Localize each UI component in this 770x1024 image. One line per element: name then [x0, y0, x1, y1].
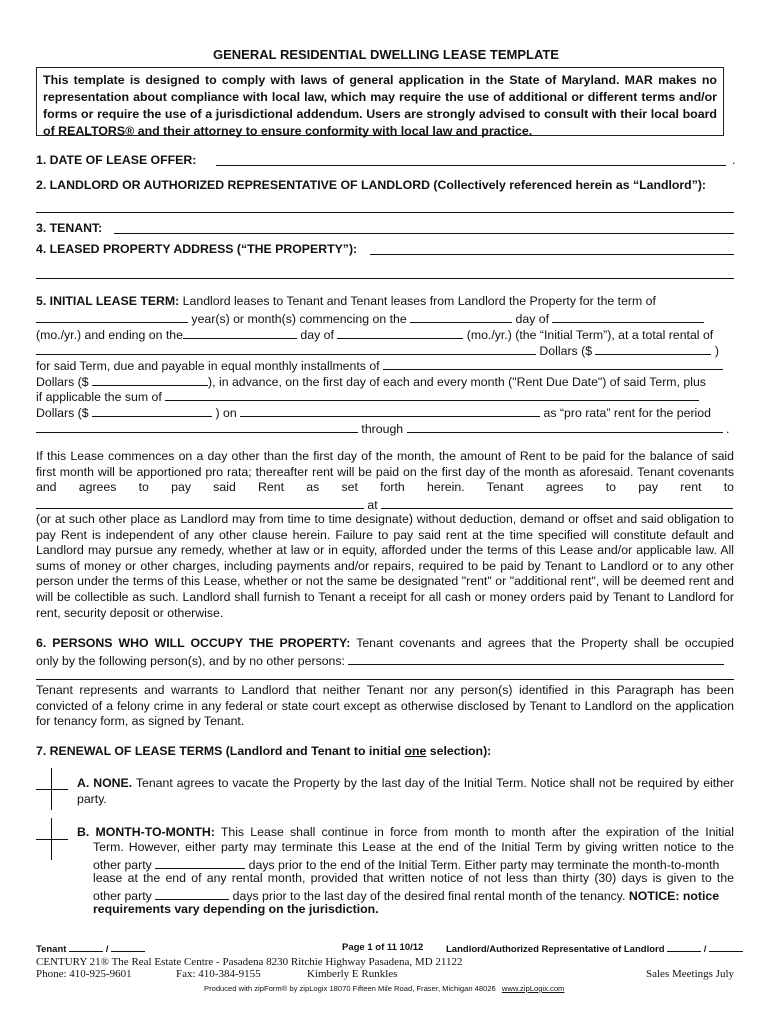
pro-rata-words-field[interactable]: [165, 388, 699, 401]
period: .: [732, 153, 736, 167]
notice-days-initial-field[interactable]: [155, 856, 245, 869]
section-5-line-9: through .: [36, 420, 736, 437]
tenant-field[interactable]: [114, 233, 734, 234]
option-b-line-6: requirements vary depending on the jurisdiction.: [93, 902, 379, 916]
occupants-field[interactable]: [348, 652, 724, 665]
ending-day-field[interactable]: [183, 326, 297, 339]
tenant-initials-1[interactable]: [69, 942, 103, 952]
tenant-initials-2[interactable]: [111, 942, 145, 952]
company-line: CENTURY 21® The Real Estate Centre - Pasadena 8230 Ritchie Highway Pasadena, MD 21122: [36, 956, 463, 968]
page-number: Page 1 of 11 10/12: [342, 942, 424, 953]
monthly-installment-amount-field[interactable]: [92, 373, 208, 386]
section-5-line-7: if applicable the sum of: [36, 388, 736, 405]
rent-obligation-paragraph: (or at such other place as Landlord may from time to time designate) without deduction, demand or offset and said obligation to pay Rent is independent of any other clause herein. Failure to pay said rent at the time specified will constitute default and Landlord may pursue any remedy, whether at law or in equity, afforded under the terms of this Lease and/or applicable law. All sums of money or other charges, including payments and/or repairs, required to be paid by Tenant to Landlord or to any other person under the terms of this Lease, whether or not the same be designated "rent" or "additional rent", will be deemed rent and will be collectible as such. Landlord shall furnish to Tenant a receipt for all cash or money orders paid by Tenant to Landlord for rent, security deposit or otherwise.: [36, 512, 734, 620]
option-b-line-3: other party days prior to the end of the Initial Term. Either party may terminate the month-to-month: [93, 858, 720, 872]
section-5-line-4: Dollars ($ ): [36, 342, 736, 359]
option-b-line-2: Term. However, either party may terminate this Lease at the end of the Initial Term by giving written notice to the: [93, 840, 734, 854]
section-5-line-3: (mo./yr.) and ending on the day of (mo./yr.) (the “Initial Term”), at a total rental of: [36, 328, 714, 342]
option-b-line-5: other party days prior to the last day of the desired final rental month of the tenancy. NOTICE: notice: [93, 889, 720, 903]
pro-rata-date-field[interactable]: [240, 404, 540, 417]
option-b-line-4: lease at the end of any rental month, provided that written notice of not less than thirty (30) days is given to the: [93, 871, 734, 885]
date-of-lease-offer-label: 1. DATE OF LEASE OFFER:: [36, 153, 197, 167]
section-6-line-1: 6. PERSONS WHO WILL OCCUPY THE PROPERTY: Tenant covenants and agrees that the Property shall be occupied: [36, 636, 734, 650]
notice-days-monthly-field[interactable]: [155, 887, 229, 900]
commencing-day-field[interactable]: [410, 310, 512, 323]
ziplogix-link[interactable]: www.zipLogix.com: [501, 984, 565, 993]
rent-payee-field[interactable]: [36, 496, 364, 509]
section-2-label: 2. LANDLORD OR AUTHORIZED REPRESENTATIVE OF LANDLORD (Collectively referenced herein as “Landlord”):: [36, 178, 707, 192]
occupants-field-2[interactable]: [36, 679, 734, 680]
rent-payment-address-field[interactable]: [381, 496, 733, 509]
initials-row: Tenant /: [36, 942, 736, 955]
agent-name: Kimberly E Runkles: [307, 968, 398, 980]
phone: Phone: 410-925-9601: [36, 968, 132, 980]
produced-by: Produced with zipForm® by zipLogix 18070 Fifteen Mile Road, Fraser, Michigan 48026 www.zipLogix.com: [204, 984, 565, 993]
pro-rata-paragraph: If this Lease commences on a day other than the first day of the month, the amount of Rent to be paid for the balance of said first month will be apportioned pro rata; thereafter rent will be paid on the first day of the month as aforesaid. Tenant covenants and agrees to pay said Rent as set forth herein. Tenant agrees to pay rent to: [36, 449, 734, 494]
section-5-line-5: for said Term, due and payable in equal monthly installments of: [36, 357, 736, 374]
section-5-line-1: 5. INITIAL LEASE TERM: Landlord leases to Tenant and Tenant leases from Landlord the Property for the term of: [36, 294, 656, 308]
total-rental-words-field[interactable]: [36, 342, 536, 355]
period-start-field[interactable]: [36, 420, 358, 433]
landlord-initials-row: Landlord/Authorized Representative of Landlord /: [446, 942, 746, 955]
section-5-line-2: year(s) or month(s) commencing on the day of: [36, 310, 736, 327]
disclaimer-box: This template is designed to comply with laws of general application in the State of Maryland. MAR makes no representation about compliance with local law, which may require the use of additional or different terms and/or forms or require the use of a jurisdictional addendum. Users are strongly advised to consult with their local board of REALTORS® and their attorney to ensure conformity with local law and practice.: [36, 67, 724, 136]
fax: Fax: 410-384-9155: [176, 968, 261, 980]
section-3-label: 3. TENANT:: [36, 221, 103, 235]
total-rental-amount-field[interactable]: [595, 342, 711, 355]
landlord-initials-2[interactable]: [709, 942, 743, 952]
pro-rata-amount-field[interactable]: [92, 404, 212, 417]
property-address-field-2[interactable]: [36, 278, 734, 279]
sales-meetings: Sales Meetings July: [646, 968, 734, 980]
section-5-line-8: Dollars ($ ) on as “pro rata” rent for the period: [36, 406, 711, 420]
landlord-field[interactable]: [36, 212, 734, 213]
section-4-label: 4. LEASED PROPERTY ADDRESS (“THE PROPERTY”):: [36, 242, 358, 256]
commencing-month-field[interactable]: [552, 310, 704, 323]
section-6-line-2: only by the following person(s), and by no other persons:: [36, 652, 736, 669]
section-5-line-6: Dollars ($ ), in advance, on the first day of each and every month ("Rent Due Date") of said Term, plus: [36, 375, 706, 389]
felony-paragraph: Tenant represents and warrants to Landlord that neither Tenant nor any person(s) identified in this Paragraph has been convicted of a felony crime in any federal or state court except as otherwise disclosed by Tenant to Landlord on the application for tenancy form, as signed by Tenant.: [36, 683, 734, 728]
ending-month-field[interactable]: [337, 326, 463, 339]
option-a-text: A. NONE. Tenant agrees to vacate the Property by the last day of the Initial Term. Notice shall not be required by either party.: [77, 776, 734, 806]
section-7-heading: 7. RENEWAL OF LEASE TERMS (Landlord and Tenant to initial one selection):: [36, 744, 492, 758]
document-title: GENERAL RESIDENTIAL DWELLING LEASE TEMPLATE: [213, 47, 559, 62]
period-end-field[interactable]: [407, 420, 723, 433]
date-of-lease-offer-field[interactable]: [216, 165, 726, 166]
monthly-installment-words-field[interactable]: [383, 357, 723, 370]
pay-rent-line: at: [36, 496, 736, 513]
property-address-field[interactable]: [370, 254, 734, 255]
term-length-field[interactable]: [36, 310, 188, 323]
landlord-initials-1[interactable]: [667, 942, 701, 952]
option-b-line-1: B. MONTH-TO-MONTH: This Lease shall continue in force from month to month after the expiration of the Initial: [77, 825, 734, 839]
